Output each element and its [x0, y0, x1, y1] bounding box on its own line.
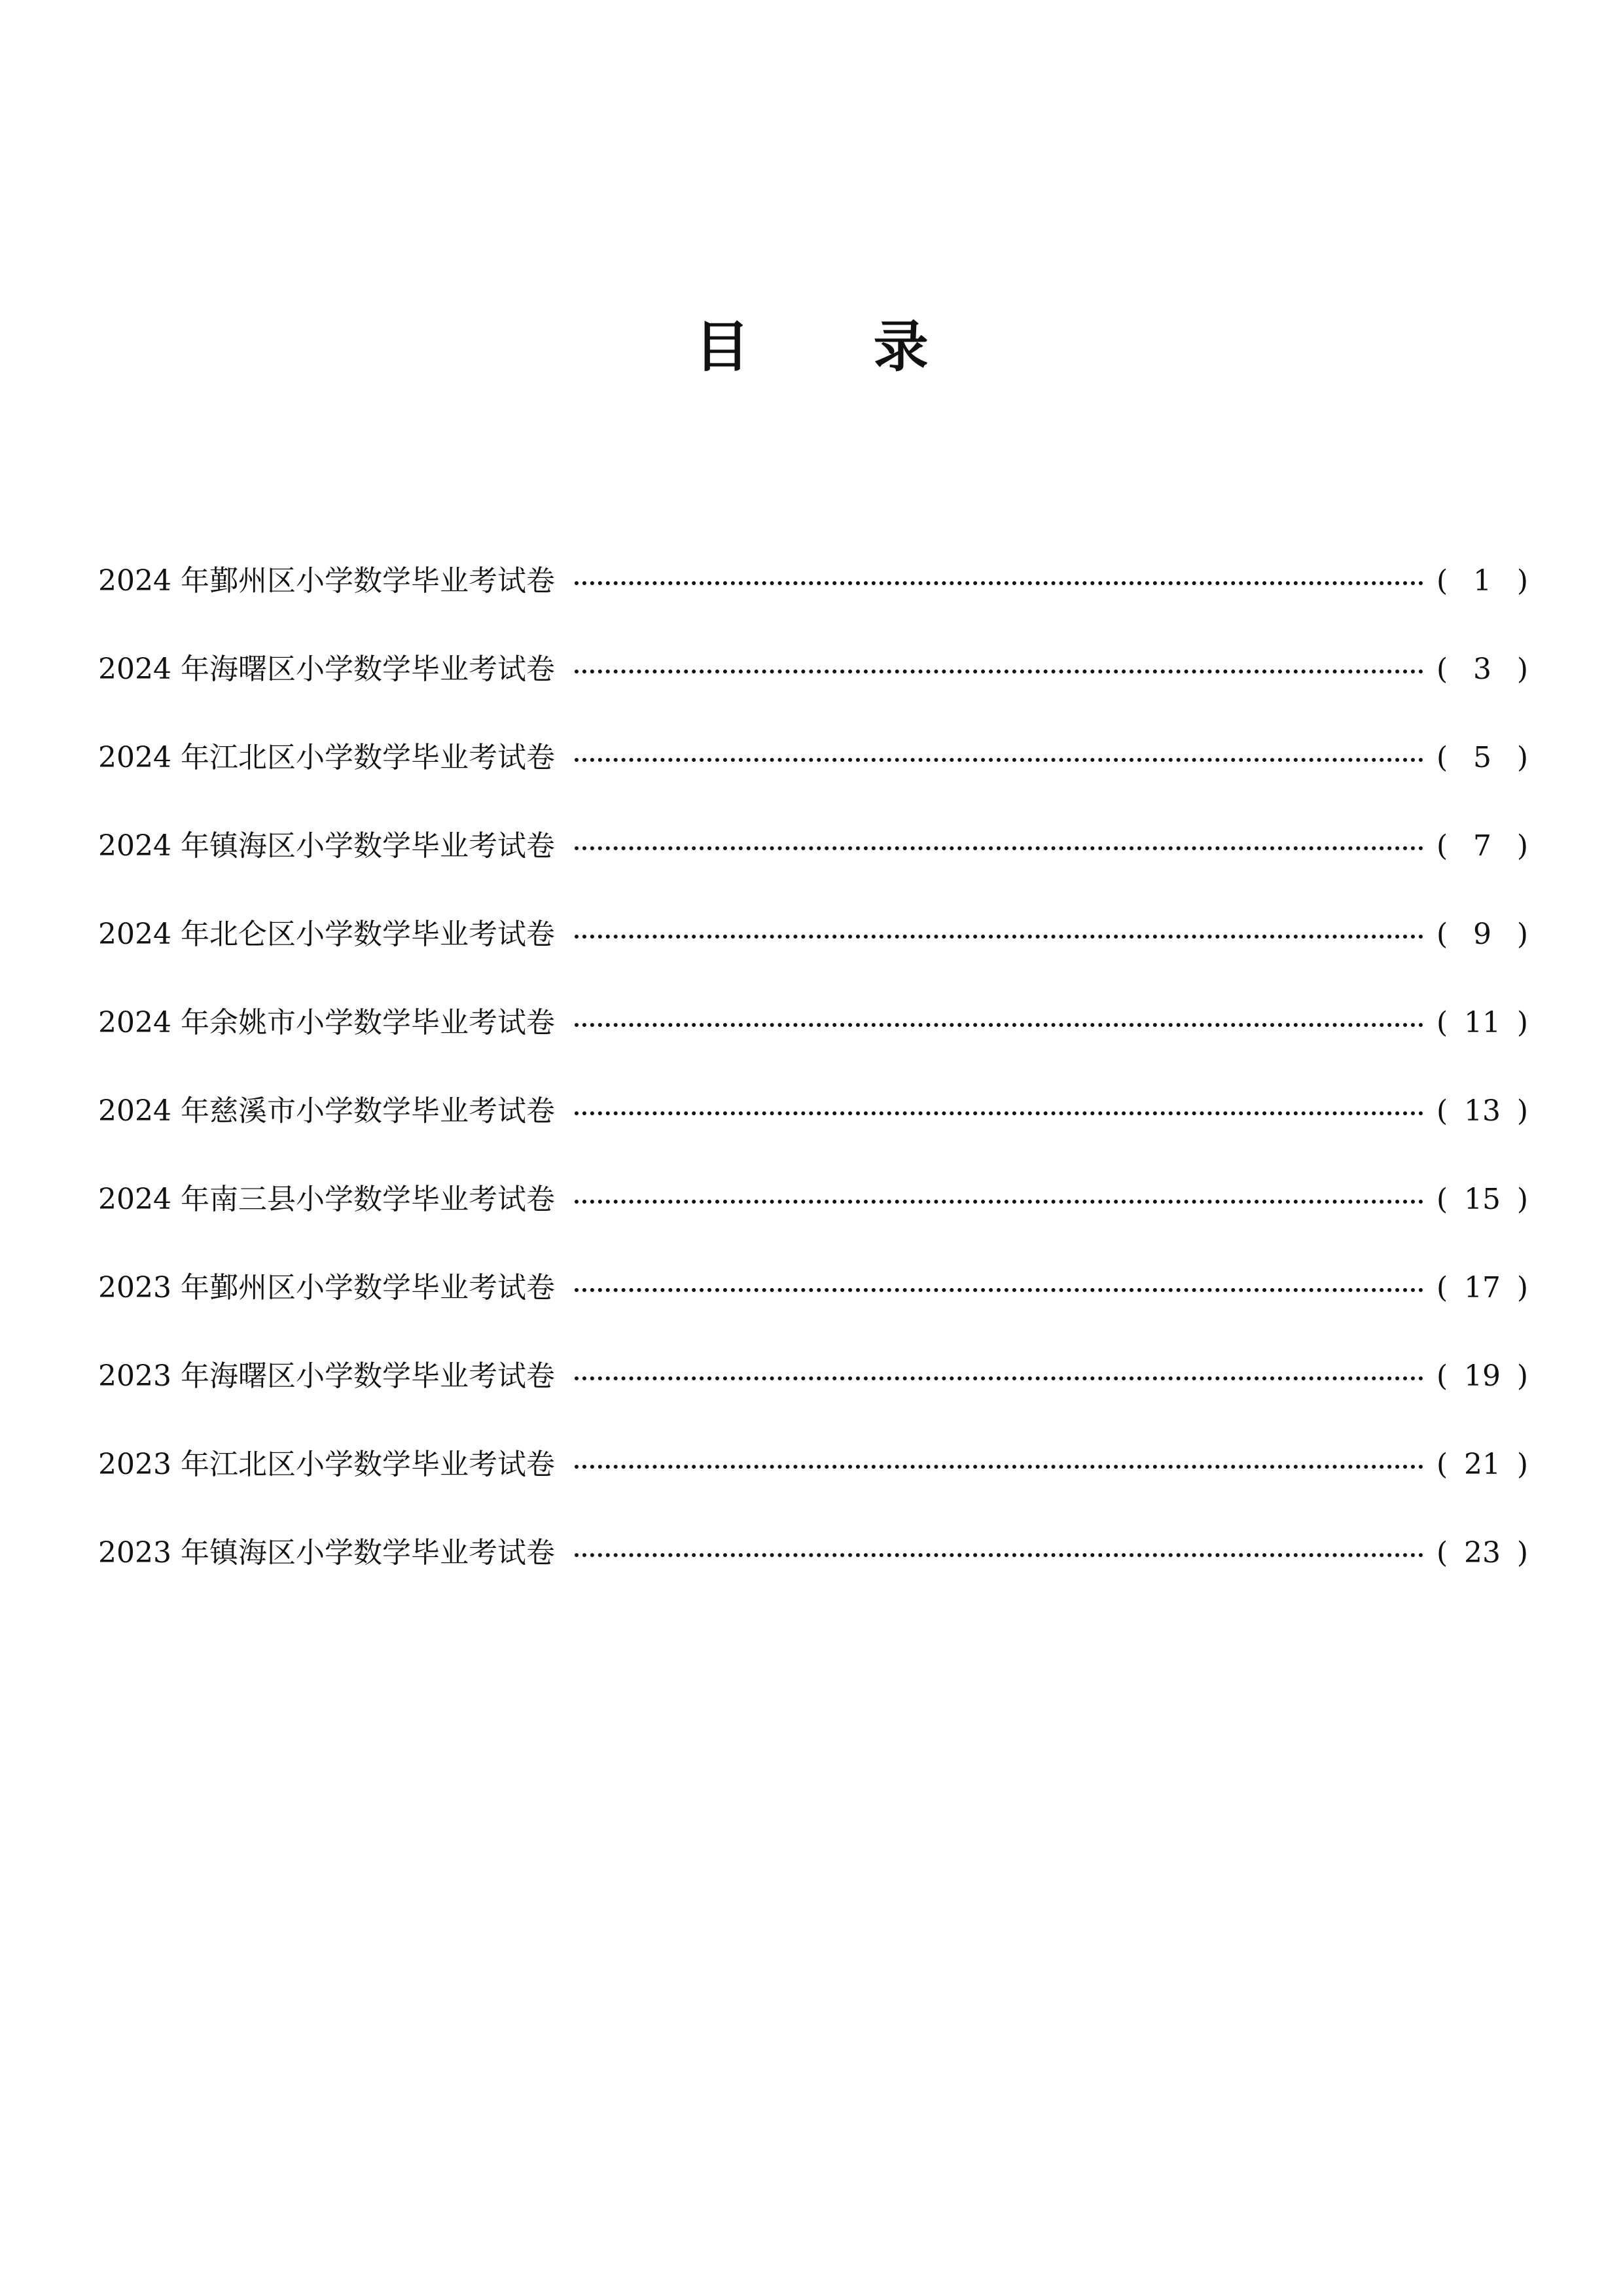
dot-leader [575, 1023, 1423, 1027]
toc-entry[interactable] [98, 1244, 1528, 1332]
toc-page-number: 3 [1473, 652, 1491, 686]
close-paren: ) [1516, 829, 1528, 863]
toc-entry-label: 2024 年鄞州区小学数学毕业考试卷 [98, 564, 555, 598]
close-paren: ) [1516, 917, 1528, 951]
open-paren: ( [1436, 1182, 1448, 1216]
toc-page-ref [1423, 1445, 1528, 1484]
close-paren: ) [1516, 1447, 1528, 1481]
table-of-contents [98, 537, 1528, 1597]
dot-leader [575, 1376, 1423, 1380]
toc-entry-label: 2023 年江北区小学数学毕业考试卷 [98, 1447, 555, 1481]
open-paren: ( [1436, 1535, 1448, 1570]
toc-entry-label: 2024 年余姚市小学数学毕业考试卷 [98, 1005, 555, 1039]
open-paren: ( [1436, 1270, 1448, 1304]
close-paren: ) [1516, 564, 1528, 598]
close-paren: ) [1516, 1182, 1528, 1216]
toc-entry[interactable] [98, 978, 1528, 1067]
toc-entry-label: 2023 年鄞州区小学数学毕业考试卷 [98, 1270, 555, 1304]
toc-page-number: 17 [1464, 1270, 1501, 1304]
toc-entry[interactable] [98, 890, 1528, 978]
dot-leader [575, 935, 1423, 939]
toc-entry-label: 2023 年镇海区小学数学毕业考试卷 [98, 1535, 555, 1570]
toc-page-ref [1423, 915, 1528, 954]
toc-page-ref [1423, 650, 1528, 689]
close-paren: ) [1516, 740, 1528, 774]
toc-page-ref [1423, 738, 1528, 778]
toc-page-number: 9 [1473, 917, 1491, 951]
open-paren: ( [1436, 1447, 1448, 1481]
open-paren: ( [1436, 1094, 1448, 1128]
toc-entry-label: 2024 年北仑区小学数学毕业考试卷 [98, 917, 555, 951]
toc-entry[interactable] [98, 1509, 1528, 1597]
close-paren: ) [1516, 1094, 1528, 1128]
toc-page-ref [1423, 827, 1528, 866]
toc-page-number: 5 [1473, 740, 1491, 774]
toc-entry[interactable] [98, 1420, 1528, 1509]
dot-leader [575, 670, 1423, 673]
toc-entry[interactable] [98, 1155, 1528, 1244]
toc-page-number: 19 [1464, 1359, 1501, 1393]
close-paren: ) [1516, 1270, 1528, 1304]
toc-entry[interactable] [98, 1332, 1528, 1420]
dot-leader [575, 758, 1423, 762]
toc-page-number: 13 [1464, 1094, 1501, 1128]
dot-leader [575, 846, 1423, 850]
dot-leader [575, 1465, 1423, 1469]
toc-page-number: 1 [1473, 564, 1491, 598]
open-paren: ( [1436, 1359, 1448, 1393]
dot-leader [575, 581, 1423, 585]
page-title: 目 录 [694, 314, 981, 379]
toc-page-ref [1423, 1268, 1528, 1308]
toc-entry-label: 2023 年海曙区小学数学毕业考试卷 [98, 1359, 555, 1393]
toc-page-number: 7 [1473, 829, 1491, 863]
close-paren: ) [1516, 1005, 1528, 1039]
toc-entry-label: 2024 年南三县小学数学毕业考试卷 [98, 1182, 555, 1216]
dot-leader [575, 1553, 1423, 1557]
dot-leader [575, 1288, 1423, 1292]
toc-entry[interactable] [98, 802, 1528, 890]
toc-entry[interactable] [98, 537, 1528, 625]
dot-leader [575, 1200, 1423, 1204]
open-paren: ( [1436, 1005, 1448, 1039]
toc-page-ref [1423, 1357, 1528, 1396]
close-paren: ) [1516, 652, 1528, 686]
open-paren: ( [1436, 564, 1448, 598]
open-paren: ( [1436, 740, 1448, 774]
close-paren: ) [1516, 1535, 1528, 1570]
toc-entry-label: 2024 年江北区小学数学毕业考试卷 [98, 740, 555, 774]
toc-page-number: 21 [1464, 1447, 1501, 1481]
open-paren: ( [1436, 829, 1448, 863]
toc-page-ref [1423, 562, 1528, 601]
toc-page-number: 23 [1464, 1535, 1501, 1570]
toc-page-ref [1423, 1092, 1528, 1131]
toc-page-ref [1423, 1534, 1528, 1573]
open-paren: ( [1436, 652, 1448, 686]
toc-entry[interactable] [98, 625, 1528, 713]
toc-entry[interactable] [98, 713, 1528, 802]
dot-leader [575, 1111, 1423, 1115]
toc-page-number: 15 [1464, 1182, 1501, 1216]
open-paren: ( [1436, 917, 1448, 951]
toc-page-ref [1423, 1003, 1528, 1043]
close-paren: ) [1516, 1359, 1528, 1393]
toc-entry-label: 2024 年海曙区小学数学毕业考试卷 [98, 652, 555, 686]
toc-entry-label: 2024 年慈溪市小学数学毕业考试卷 [98, 1094, 555, 1128]
toc-entry-label: 2024 年镇海区小学数学毕业考试卷 [98, 829, 555, 863]
toc-entry[interactable] [98, 1067, 1528, 1155]
toc-page-ref [1423, 1180, 1528, 1219]
toc-page-number: 11 [1464, 1005, 1501, 1039]
